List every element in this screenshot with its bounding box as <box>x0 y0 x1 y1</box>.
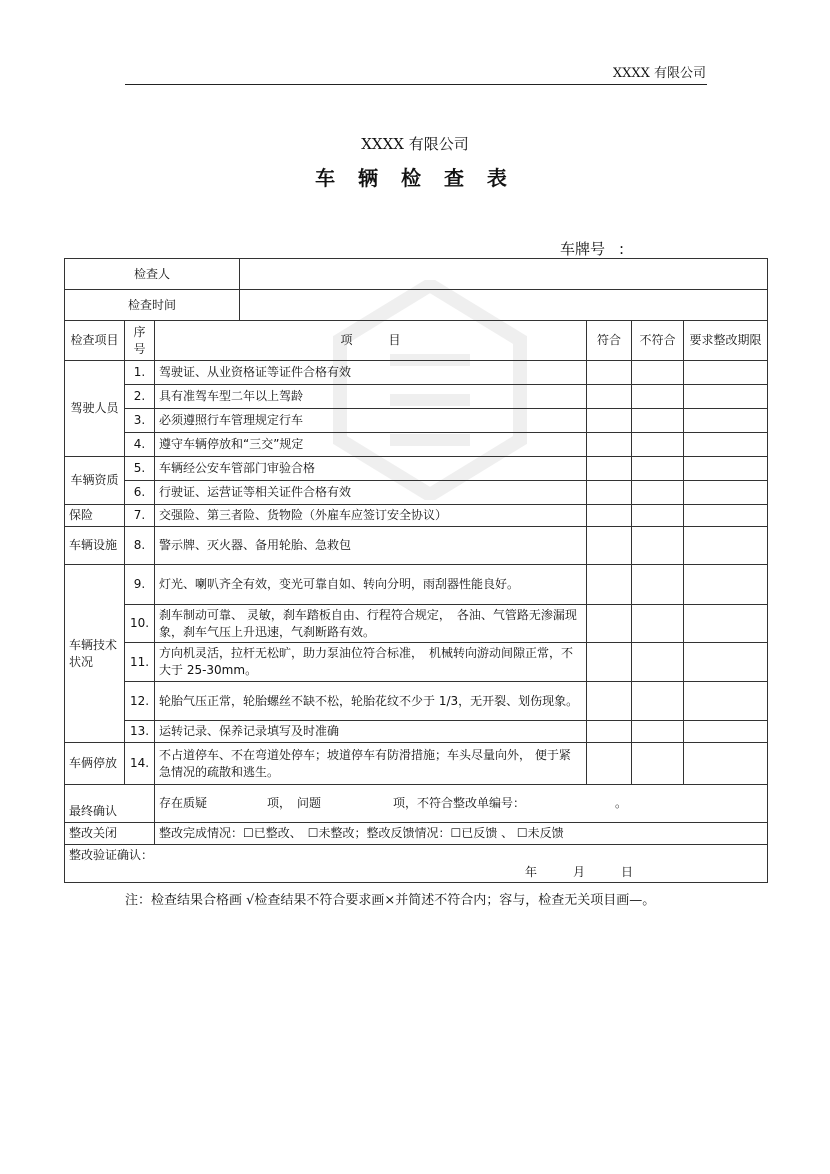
row-item: 轮胎气压正常，轮胎螺丝不缺不松，轮胎花纹不少于 1/3，无开裂、划伤现象。 <box>155 682 587 721</box>
header-item: 项 目 <box>155 321 587 361</box>
row-seq: 12. <box>125 682 155 721</box>
inspector-input[interactable] <box>240 259 768 290</box>
pass-cell[interactable] <box>587 481 632 505</box>
category-technical: 车辆技术状况 <box>65 565 125 743</box>
row-seq: 14. <box>125 743 155 785</box>
deadline-cell[interactable] <box>684 457 768 481</box>
pass-cell[interactable] <box>587 643 632 682</box>
deadline-cell[interactable] <box>684 481 768 505</box>
inspector-label: 检查人 <box>65 259 240 290</box>
deadline-cell[interactable] <box>684 682 768 721</box>
deadline-cell[interactable] <box>684 505 768 527</box>
header-category: 检查项目 <box>65 321 125 361</box>
deadline-cell[interactable] <box>684 643 768 682</box>
deadline-cell[interactable] <box>684 433 768 457</box>
pass-cell[interactable] <box>587 433 632 457</box>
deadline-cell[interactable] <box>684 527 768 565</box>
pass-cell[interactable] <box>587 361 632 385</box>
pass-cell[interactable] <box>587 385 632 409</box>
row-seq: 6. <box>125 481 155 505</box>
row-seq: 13. <box>125 721 155 743</box>
header-rule <box>125 84 707 85</box>
fail-cell[interactable] <box>632 481 684 505</box>
row-item: 刹车制动可靠、 灵敏，刹车踏板自由、行程符合规定， 各油、气管路无渗漏现象，刹车气压上升迅速，气刹断路有效。 <box>155 605 587 643</box>
pass-cell[interactable] <box>587 409 632 433</box>
row-item: 驾驶证、从业资格证等证件合格有效 <box>155 361 587 385</box>
pass-cell[interactable] <box>587 457 632 481</box>
fail-cell[interactable] <box>632 505 684 527</box>
verification-cell[interactable] <box>65 845 768 883</box>
deadline-cell[interactable] <box>684 605 768 643</box>
row-item: 不占道停车、不在弯道处停车；坡道停车有防滑措施；车头尽量向外， 便于紧急情况的疏散和逃生。 <box>155 743 587 785</box>
row-item: 具有准驾车型二年以上驾龄 <box>155 385 587 409</box>
row-item: 方向机灵活，拉杆无松旷，助力泵油位符合标准， 机械转向游动间隙正常，不大于 25-30mm。 <box>155 643 587 682</box>
fail-cell[interactable] <box>632 743 684 785</box>
row-seq: 5. <box>125 457 155 481</box>
inspection-table <box>64 258 768 883</box>
category-driver: 驾驶人员 <box>65 361 125 457</box>
fail-cell[interactable] <box>632 605 684 643</box>
row-seq: 8. <box>125 527 155 565</box>
header-fail: 不符合 <box>632 321 684 361</box>
header-company: XXXX 有限公司 <box>612 66 706 81</box>
fail-cell[interactable] <box>632 433 684 457</box>
deadline-cell[interactable] <box>684 409 768 433</box>
row-seq: 10. <box>125 605 155 643</box>
fail-cell[interactable] <box>632 527 684 565</box>
row-seq: 7. <box>125 505 155 527</box>
fail-cell[interactable] <box>632 457 684 481</box>
verification-date: 年 月 日 <box>525 865 634 879</box>
final-confirm-text[interactable]: 存在质疑 项， 问题 项，不符合整改单编号： 。 <box>155 785 632 823</box>
deadline-cell[interactable] <box>684 743 768 785</box>
final-confirm-blank[interactable] <box>632 785 768 823</box>
pass-cell[interactable] <box>587 605 632 643</box>
category-facility: 车辆设施 <box>65 527 125 565</box>
row-item: 警示牌、灭火器、备用轮胎、急救包 <box>155 527 587 565</box>
plate-number-label <box>560 238 760 259</box>
row-seq: 2. <box>125 385 155 409</box>
fail-cell[interactable] <box>632 643 684 682</box>
final-confirm-label: 最终确认 <box>65 785 155 823</box>
footnote: 注：检查结果合格画 √检查结果不符合要求画×并简述不符合内；容与，检查无关项目画—。 <box>125 893 656 908</box>
row-item: 遵守车辆停放和“三交”规定 <box>155 433 587 457</box>
pass-cell[interactable] <box>587 565 632 605</box>
plate-colon: : <box>619 240 625 258</box>
row-seq: 4. <box>125 433 155 457</box>
fail-cell[interactable] <box>632 565 684 605</box>
row-item: 交强险、第三者险、货物险（外雇车应签订安全协议） <box>155 505 587 527</box>
header-deadline: 要求整改期限 <box>684 321 768 361</box>
document-title: 车 辆 检 查 表 <box>315 166 515 190</box>
row-seq: 1. <box>125 361 155 385</box>
fail-cell[interactable] <box>632 721 684 743</box>
pass-cell[interactable] <box>587 527 632 565</box>
category-parking: 车俩停放 <box>65 743 125 785</box>
pass-cell[interactable] <box>587 505 632 527</box>
fail-cell[interactable] <box>632 409 684 433</box>
header-pass: 符合 <box>587 321 632 361</box>
category-qualification: 车辆资质 <box>65 457 125 505</box>
rectification-close-options[interactable]: 整改完成情况：☐已整改、 ☐未整改；整改反馈情况：☐已反馈 、 ☐未反馈 <box>155 823 768 845</box>
inspection-time-label: 检查时间 <box>65 290 240 321</box>
deadline-cell[interactable] <box>684 565 768 605</box>
plate-label: 车牌号 <box>560 240 606 258</box>
deadline-cell[interactable] <box>684 361 768 385</box>
fail-cell[interactable] <box>632 385 684 409</box>
row-item: 行驶证、运营证等相关证件合格有效 <box>155 481 587 505</box>
pass-cell[interactable] <box>587 743 632 785</box>
row-item: 必须遵照行车管理规定行车 <box>155 409 587 433</box>
fail-cell[interactable] <box>632 682 684 721</box>
rectification-close-label: 整改关闭 <box>65 823 155 845</box>
row-item: 运转记录、保养记录填写及时准确 <box>155 721 587 743</box>
row-seq: 9. <box>125 565 155 605</box>
pass-cell[interactable] <box>587 721 632 743</box>
row-item: 车辆经公安车管部门审验合格 <box>155 457 587 481</box>
inspection-time-input[interactable] <box>240 290 768 321</box>
document-company: XXXX 有限公司 <box>361 135 469 153</box>
deadline-cell[interactable] <box>684 721 768 743</box>
row-item: 灯光、喇叭齐全有效，变光可靠自如、转向分明，雨刮器性能良好。 <box>155 565 587 605</box>
deadline-cell[interactable] <box>684 385 768 409</box>
row-seq: 11. <box>125 643 155 682</box>
fail-cell[interactable] <box>632 361 684 385</box>
header-seq: 序号 <box>125 321 155 361</box>
row-seq: 3. <box>125 409 155 433</box>
pass-cell[interactable] <box>587 682 632 721</box>
verification-label: 整改验证确认： <box>69 848 154 862</box>
category-insurance: 保险 <box>65 505 125 527</box>
